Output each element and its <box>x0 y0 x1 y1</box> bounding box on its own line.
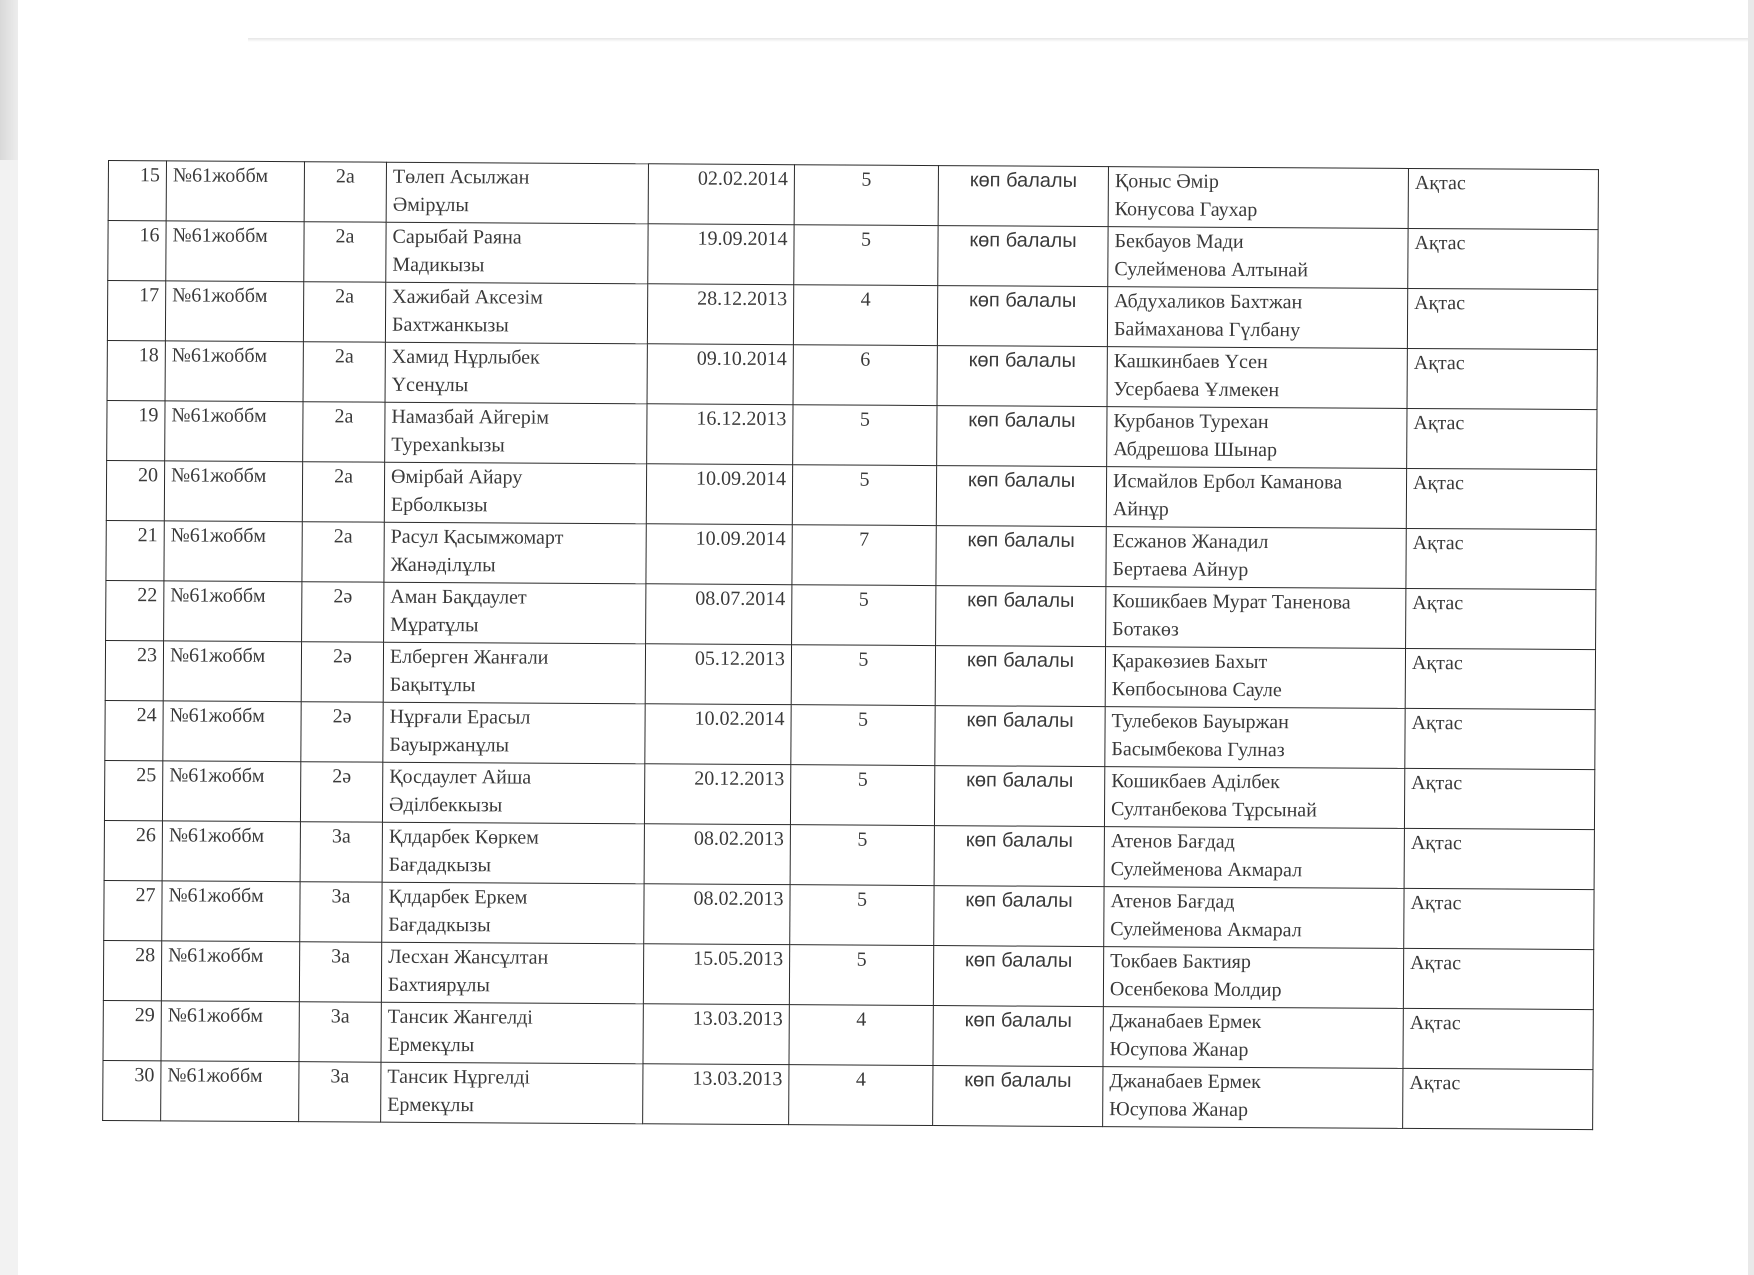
father-name: Кошикбаев Мурат Таненова <box>1112 590 1351 614</box>
birth-date: 08.07.2014 <box>646 584 792 645</box>
parents-names <box>1105 707 1405 769</box>
mother-name: Конусова Гаухар <box>1114 198 1258 222</box>
children-count: 5 <box>791 705 935 766</box>
children-count: 4 <box>793 285 937 346</box>
father-name: Абдухаликов Бахтжан <box>1114 290 1303 314</box>
student-full-name <box>384 582 646 644</box>
birth-date: 10.09.2014 <box>646 464 792 525</box>
children-count: 5 <box>789 945 933 1006</box>
children-count: 5 <box>794 225 938 286</box>
student-name: Расул Қасымжомарт <box>390 525 564 549</box>
mother-name: Ботакөз <box>1112 618 1179 641</box>
village-name: Ақтас <box>1406 528 1596 589</box>
village-name: Ақтас <box>1406 468 1596 529</box>
mother-name: Көпбосынова Сауле <box>1111 678 1282 702</box>
row-number: 30 <box>103 1060 161 1120</box>
class-grade: 3а <box>300 882 382 942</box>
student-full-name <box>382 882 644 944</box>
class-grade: 2ә <box>300 762 382 822</box>
parents-names <box>1108 227 1408 289</box>
village-name: Ақтас <box>1405 648 1595 709</box>
children-count: 7 <box>792 525 936 586</box>
school-name: №61жоббм <box>165 341 303 402</box>
table-row <box>108 161 1598 230</box>
family-status: көп балалы <box>937 346 1107 407</box>
father-name: Кашкинбаев Үсен <box>1113 350 1268 374</box>
family-status: көп балалы <box>936 526 1106 587</box>
row-number: 22 <box>106 580 164 640</box>
family-status: көп балалы <box>935 646 1105 707</box>
birth-date: 13.03.2013 <box>643 1064 789 1125</box>
school-name: №61жоббм <box>161 941 299 1002</box>
student-full-name <box>385 402 647 464</box>
class-grade: 3а <box>299 1002 381 1062</box>
birth-date: 05.12.2013 <box>645 644 791 705</box>
class-grade: 2а <box>302 462 384 522</box>
row-number: 25 <box>104 760 162 820</box>
mother-name: Сулейменова Акмарал <box>1110 918 1302 942</box>
student-name: Хамид Нұрлыбек <box>391 345 540 369</box>
family-status: көп балалы <box>933 1066 1103 1127</box>
table-row <box>107 340 1597 409</box>
birth-date: 10.02.2014 <box>645 704 791 765</box>
children-count: 5 <box>790 765 934 826</box>
mother-name: Сулейменова Алтынай <box>1114 258 1309 282</box>
father-name: Тулебеков Бауыржан <box>1111 710 1289 734</box>
scan-fold-shadow <box>0 0 18 160</box>
children-count: 5 <box>791 645 935 706</box>
row-number: 15 <box>108 161 166 221</box>
birth-date: 08.02.2013 <box>644 884 790 945</box>
family-status: көп балалы <box>934 826 1104 887</box>
parents-names <box>1107 407 1407 469</box>
table-row <box>104 760 1594 829</box>
student-name: Қлдарбек Еркем <box>388 885 528 909</box>
student-full-name <box>381 1062 643 1124</box>
student-patronymic: Әділбеккызы <box>388 793 503 817</box>
student-full-name <box>385 282 647 344</box>
student-full-name <box>382 762 644 824</box>
birth-date: 09.10.2014 <box>647 344 793 405</box>
student-name: Елберген Жанғали <box>389 645 549 669</box>
student-patronymic: Әмірұлы <box>392 193 469 217</box>
children-count: 4 <box>789 1065 933 1126</box>
school-name: №61жоббм <box>161 1001 299 1062</box>
student-patronymic: Ермекұлы <box>387 1033 475 1057</box>
school-name: №61жоббм <box>162 821 300 882</box>
row-number: 21 <box>106 520 164 580</box>
father-name: Курбанов Турехан <box>1113 410 1269 434</box>
table-row <box>108 221 1598 290</box>
student-name: Төлеп Асылжан <box>392 165 530 189</box>
school-name: №61жоббм <box>162 761 300 822</box>
family-status: көп балалы <box>937 406 1107 467</box>
student-full-name <box>386 222 648 284</box>
parents-names <box>1103 947 1403 1009</box>
school-name: №61жоббм <box>165 401 303 462</box>
student-name: Лесхан Жансұлтан <box>388 945 549 969</box>
student-name: Қлдарбек Көркем <box>388 825 539 849</box>
class-grade: 2ә <box>301 642 383 702</box>
row-number: 24 <box>105 700 163 760</box>
family-status: көп балалы <box>935 706 1105 767</box>
class-grade: 3а <box>299 942 381 1002</box>
father-name: Атенов Бағдад <box>1110 830 1235 853</box>
table-row <box>103 1000 1593 1069</box>
table-row <box>106 520 1596 589</box>
village-name: Ақтас <box>1404 768 1594 829</box>
table-row <box>103 940 1593 1009</box>
student-patronymic: Жанәділұлы <box>390 553 496 577</box>
father-name: Джанабаев Ермек <box>1109 1070 1261 1094</box>
parents-names <box>1104 827 1404 889</box>
table-row <box>106 460 1596 529</box>
row-number: 26 <box>104 820 162 880</box>
children-count: 5 <box>794 165 938 226</box>
table-row <box>105 640 1595 709</box>
table-row <box>103 1060 1593 1129</box>
birth-date: 08.02.2013 <box>644 824 790 885</box>
village-name: Ақтас <box>1404 828 1594 889</box>
student-full-name <box>382 822 644 884</box>
class-grade: 3а <box>299 1062 381 1122</box>
class-grade: 2а <box>302 522 384 582</box>
school-name: №61жоббм <box>163 641 301 702</box>
table-row <box>104 880 1594 949</box>
parents-names <box>1107 347 1407 409</box>
student-full-name <box>383 642 645 704</box>
student-full-name <box>384 462 646 524</box>
father-name: Атенов Бағдад <box>1110 890 1235 913</box>
mother-name: Юсупова Жанар <box>1109 1098 1249 1121</box>
row-number: 17 <box>107 281 165 341</box>
family-status: көп балалы <box>938 166 1108 227</box>
class-grade: 2а <box>303 342 385 402</box>
row-number: 20 <box>106 460 164 520</box>
student-name: Тансик Жангелді <box>387 1005 533 1029</box>
table-row <box>106 580 1596 649</box>
birth-date: 20.12.2013 <box>644 764 790 825</box>
student-patronymic: Бағдадкызы <box>388 853 492 877</box>
student-full-name <box>383 702 645 764</box>
class-grade: 2а <box>303 402 385 462</box>
school-name: №61жоббм <box>162 881 300 942</box>
village-name: Ақтас <box>1403 948 1593 1009</box>
student-name: Аман Бақдаулет <box>390 585 527 609</box>
student-patronymic: Турехankызы <box>391 433 505 457</box>
family-status: көп балалы <box>936 466 1106 527</box>
family-status: көп балалы <box>933 1006 1103 1067</box>
mother-name: Юсупова Жанар <box>1109 1038 1249 1061</box>
father-name: Исмайлов Ербол Каманова <box>1112 470 1343 494</box>
father-name: Бекбауов Мади <box>1114 230 1244 253</box>
student-patronymic: Мадикызы <box>392 253 485 277</box>
school-name: №61жоббм <box>165 281 303 342</box>
student-patronymic: Ермекұлы <box>387 1093 474 1117</box>
school-name: №61жоббм <box>164 581 302 642</box>
class-grade: 2ә <box>302 582 384 642</box>
family-status: көп балалы <box>936 586 1106 647</box>
village-name: Ақтас <box>1408 228 1598 289</box>
row-number: 16 <box>108 221 166 281</box>
birth-date: 15.05.2013 <box>643 944 789 1005</box>
school-name: №61жоббм <box>164 461 302 522</box>
father-name: Токбаев Бактияр <box>1110 950 1251 973</box>
table-row <box>105 700 1595 769</box>
row-number: 27 <box>104 880 162 940</box>
paper-fold-line <box>248 38 1754 42</box>
children-count: 5 <box>792 585 936 646</box>
student-name: Нұрғали Ерасыл <box>389 705 531 729</box>
parents-names <box>1107 287 1407 349</box>
birth-date: 13.03.2013 <box>643 1004 789 1065</box>
class-grade: 2ә <box>301 702 383 762</box>
school-name: №61жоббм <box>164 521 302 582</box>
student-name: Қосдаулет Айша <box>389 765 532 789</box>
village-name: Ақтас <box>1405 708 1595 769</box>
student-name: Тансик Нұргелді <box>387 1065 531 1089</box>
register-body <box>103 161 1599 1130</box>
student-patronymic: Мұратұлы <box>390 613 479 637</box>
row-number: 18 <box>107 340 165 400</box>
village-name: Ақтас <box>1403 1008 1593 1069</box>
birth-date: 19.09.2014 <box>648 224 794 285</box>
student-patronymic: Үсенұлы <box>391 373 469 397</box>
school-name: №61жоббм <box>166 221 304 282</box>
family-status: көп балалы <box>934 886 1104 947</box>
row-number: 23 <box>105 640 163 700</box>
family-status: көп балалы <box>934 766 1104 827</box>
children-count: 5 <box>793 405 937 466</box>
children-count: 6 <box>793 345 937 406</box>
class-grade: 2а <box>304 162 386 222</box>
father-name: Қоныс Әмір <box>1114 170 1219 193</box>
student-name: Хажибай Аксезім <box>392 285 543 309</box>
family-status: көп балалы <box>937 286 1107 347</box>
parents-names <box>1105 647 1405 709</box>
student-patronymic: Бағдадкызы <box>388 913 491 937</box>
parents-names <box>1106 587 1406 649</box>
village-name: Ақтас <box>1403 1068 1593 1129</box>
village-name: Ақтас <box>1408 168 1598 229</box>
children-count: 5 <box>790 825 934 886</box>
village-name: Ақтас <box>1407 408 1597 469</box>
class-grade: 2а <box>304 222 386 282</box>
student-name: Өмірбай Айару <box>391 465 523 489</box>
student-patronymic: Бауыржанұлы <box>389 733 510 757</box>
student-patronymic: Бахтжанкызы <box>391 313 509 337</box>
father-name: Есжанов Жанадил <box>1112 530 1269 554</box>
student-patronymic: Бақытұлы <box>389 673 476 697</box>
mother-name: Бертаева Айнур <box>1112 558 1249 581</box>
school-name: №61жоббм <box>161 1061 299 1122</box>
family-status: көп балалы <box>933 946 1103 1007</box>
mother-name: Сулейменова Акмарал <box>1110 858 1303 882</box>
mother-name: Баймаханова Гүлбану <box>1113 318 1301 342</box>
father-name: Кошикбаев Аділбек <box>1111 770 1280 794</box>
mother-name: Усербаева Ұлмекен <box>1113 378 1280 402</box>
village-name: Ақтас <box>1406 588 1596 649</box>
class-grade: 2а <box>303 282 385 342</box>
birth-date: 10.09.2014 <box>646 524 792 585</box>
birth-date: 02.02.2014 <box>648 164 794 225</box>
family-status: көп балалы <box>938 226 1108 287</box>
parents-names <box>1103 1067 1403 1129</box>
row-number: 29 <box>103 1000 161 1060</box>
birth-date: 28.12.2013 <box>647 284 793 345</box>
student-name: Сарыбай Раяна <box>392 225 522 249</box>
row-number: 28 <box>103 940 161 1000</box>
parents-names <box>1104 767 1404 829</box>
school-name: №61жоббм <box>166 161 304 222</box>
table-row <box>104 820 1594 889</box>
village-name: Ақтас <box>1407 348 1597 409</box>
village-name: Ақтас <box>1404 888 1594 949</box>
page-edge <box>1748 0 1754 1275</box>
student-patronymic: Бахтиярұлы <box>387 973 490 997</box>
student-patronymic: Ерболкызы <box>390 493 488 517</box>
parents-names <box>1104 887 1404 949</box>
student-name: Намазбай Айгерім <box>391 405 550 429</box>
student-full-name <box>385 342 647 404</box>
table-row <box>107 400 1597 469</box>
parents-names <box>1106 467 1406 529</box>
parents-names <box>1103 1007 1403 1069</box>
school-name: №61жоббм <box>163 701 301 762</box>
mother-name: Айнұр <box>1112 498 1169 521</box>
father-name: Қаракөзиев Бахыт <box>1111 650 1268 674</box>
father-name: Джанабаев Ермек <box>1109 1010 1262 1034</box>
parents-names <box>1108 167 1408 229</box>
village-name: Ақтас <box>1407 288 1597 349</box>
class-grade: 3а <box>300 822 382 882</box>
student-full-name <box>386 162 648 224</box>
children-count: 5 <box>790 885 934 946</box>
children-count: 5 <box>792 465 936 526</box>
mother-name: Осенбекова Молдир <box>1109 978 1282 1002</box>
student-full-name <box>381 942 643 1004</box>
row-number: 19 <box>107 400 165 460</box>
parents-names <box>1106 527 1406 589</box>
student-register-table <box>102 160 1599 1130</box>
mother-name: Султанбекова Тұрсынай <box>1110 798 1317 822</box>
mother-name: Басымбекова Гулназ <box>1111 738 1285 762</box>
student-full-name <box>384 522 646 584</box>
children-count: 4 <box>789 1005 933 1066</box>
mother-name: Абдрешова Шынар <box>1113 438 1278 462</box>
table-row <box>107 281 1597 350</box>
birth-date: 16.12.2013 <box>647 404 793 465</box>
student-full-name <box>381 1002 643 1064</box>
